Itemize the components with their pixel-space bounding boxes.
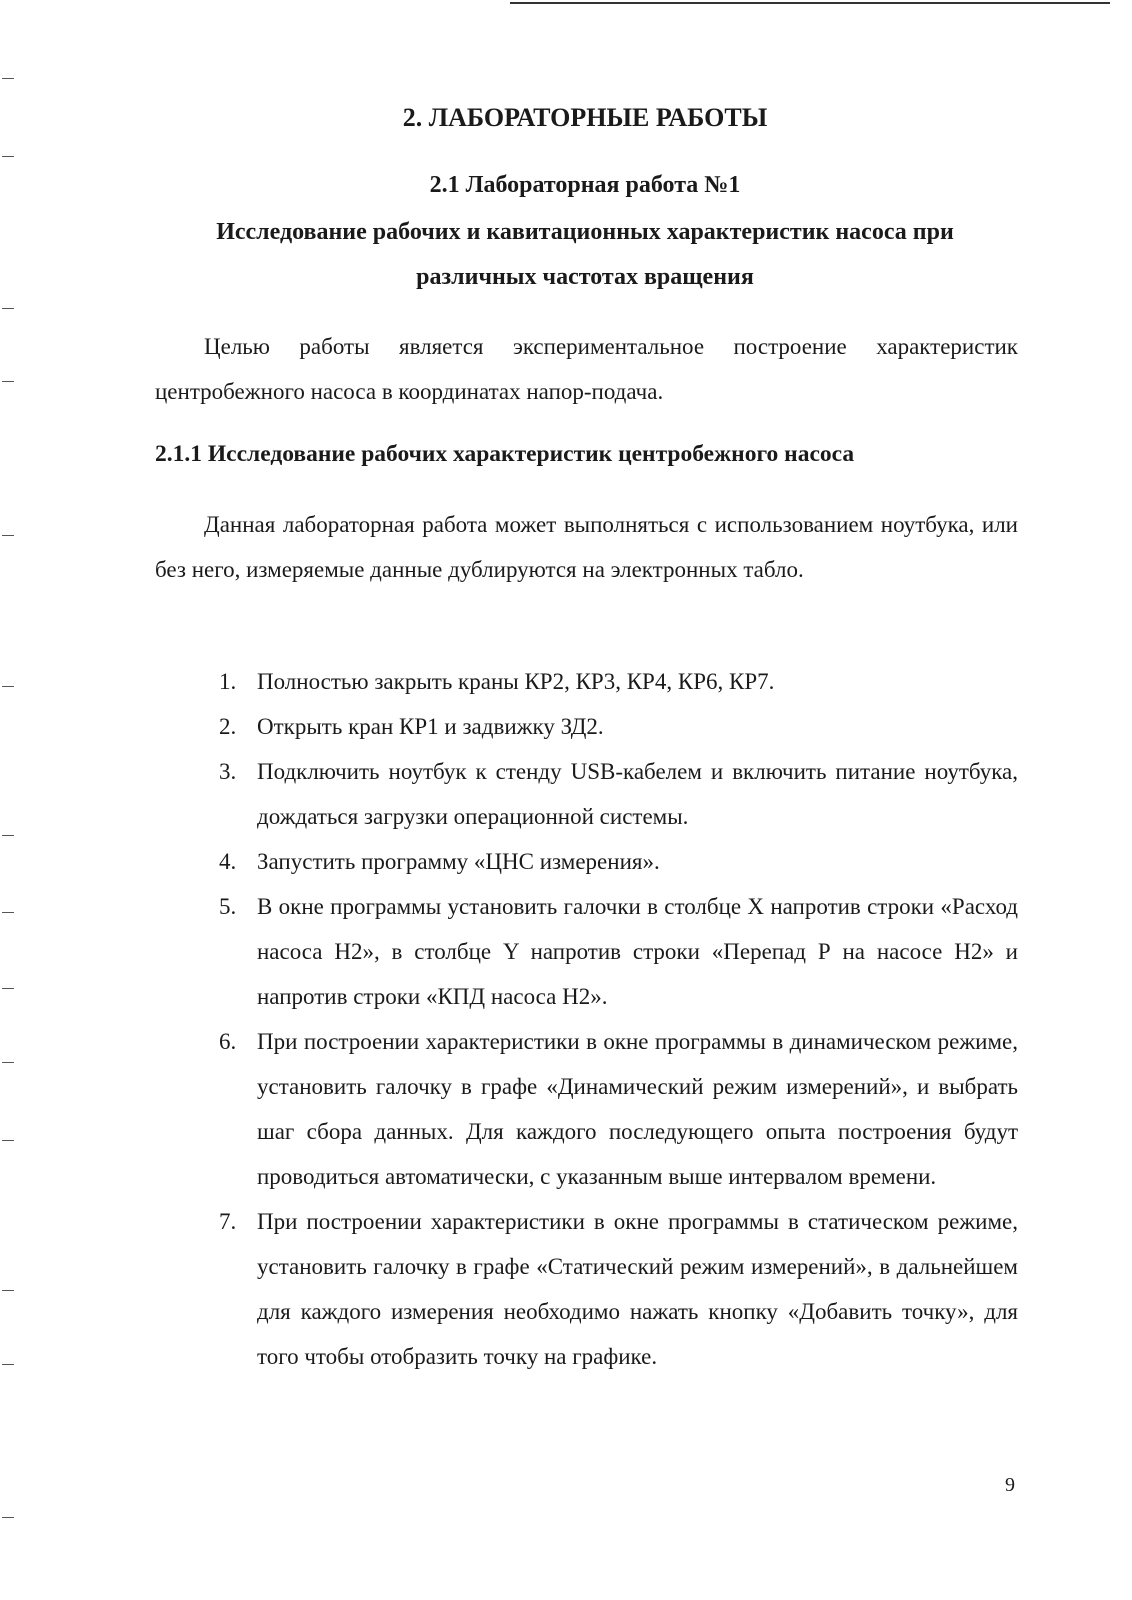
list-item [0,839,1018,884]
lab-title-line-2: различных частотах вращения [416,264,754,290]
list-item-text: В окне программы установить галочки в столбце X напротив строки «Расход насоса Н2», в столбце Y напротив строки «Перепад Р на насосе Н2» и напротив строки «КПД насоса Н2». [257,894,1018,1009]
list-item-number: 4. [219,849,237,874]
scan-edge-mark [2,308,14,309]
list-item-number: 1. [219,669,237,694]
scan-top-rule [510,2,1110,4]
intro-paragraph: Данная лабораторная работа может выполняться с использованием ноутбука, или без него, измеряемые данные дублируются на электронных табло. [155,512,1018,582]
purpose-paragraph: Целью работы является экспериментальное построение характеристик центробежного насоса в координатах напор-подача. [155,334,1018,404]
list-item-number: 3. [219,759,237,784]
list-item-number: 5. [219,894,237,919]
lab-number-heading: 2.1 Лабораторная работа №1 [429,172,741,198]
steps-list [0,659,1132,1379]
list-item-text: При построении характеристики в окне программы в статическом режиме, установить галочку в графе «Статический режим измерений», в дальнейшем для каждого измерения необходимо нажать кнопку «Добавить точку», для того чтобы отобразить точку на графике. [257,1209,1018,1369]
scan-edge-mark [2,381,14,382]
list-item [0,749,1018,839]
page-number: 9 [1005,1474,1015,1496]
list-item [0,1199,1018,1379]
list-item-text: Подключить ноутбук к стенду USB-кабелем и включить питание ноутбука, дождаться загрузки операционной системы. [257,759,1018,829]
scan-edge-mark [2,78,14,79]
chapter-heading: 2. ЛАБОРАТОРНЫЕ РАБОТЫ [402,103,768,132]
scan-edge-mark [2,156,14,157]
list-item-number: 7. [219,1209,237,1234]
list-item-text: Полностью закрыть краны КР2, КР3, КР4, КР6, КР7. [257,669,775,694]
list-item-text: При построении характеристики в окне программы в динамическом режиме, установить галочку в графе «Динамический режим измерений», и выбрать шаг сбора данных. Для каждого последующего опыта построения будут проводиться автоматически, с указанным выше интервалом времени. [257,1029,1018,1189]
lab-title-line-1: Исследование рабочих и кавитационных характеристик насоса при [216,219,954,245]
list-item-text: Открыть кран КР1 и задвижку ЗД2. [257,714,604,739]
list-item [0,1019,1018,1199]
list-item-text: Запустить программу «ЦНС измерения». [257,849,660,874]
list-item-number: 6. [219,1029,237,1054]
list-item [0,659,1018,704]
scan-edge-mark [2,535,14,536]
section-heading: 2.1.1 Исследование рабочих характеристик центробежного насоса [155,441,855,467]
list-item [0,704,1018,749]
list-item [0,884,1018,1019]
scan-edge-mark [2,1517,14,1518]
list-item-number: 2. [219,714,237,739]
